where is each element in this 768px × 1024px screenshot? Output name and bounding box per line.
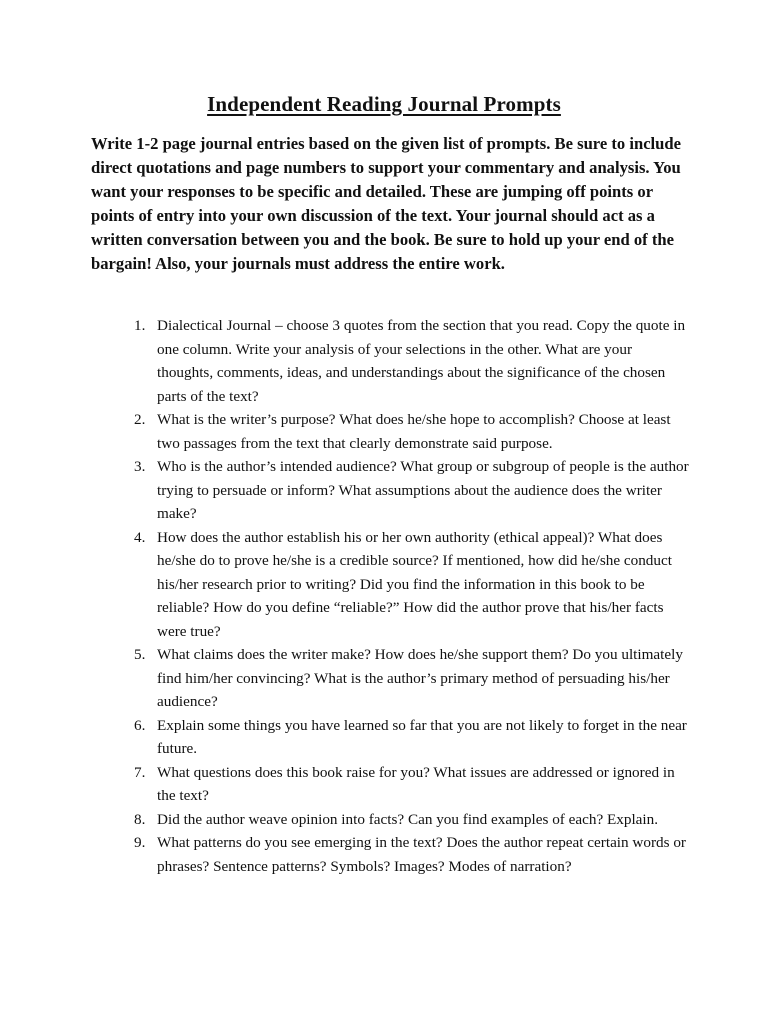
prompt-number: 7. — [134, 763, 146, 781]
prompt-number: 3. — [134, 458, 146, 475]
prompt-number: 4. — [134, 528, 146, 546]
prompt-text: Who is the author’s intended audience? What group or subgroup of people is the author trying to persuade or inform? What assumptions about the audience does the writer make? — [157, 458, 689, 522]
prompt-number: 9. — [134, 834, 146, 851]
prompt-text: What patterns do you see emerging in the text? Does the author repeat certain words or phrases? Sentence patterns? Symbols? Images? Modes of narration? — [157, 834, 686, 875]
prompt-text: Explain some things you have learned so far that you are not likely to forget in the near future. — [157, 716, 687, 757]
prompt-list — [120, 314, 690, 878]
list-item — [120, 455, 690, 526]
list-item — [120, 314, 690, 408]
prompt-number: 1. — [134, 317, 146, 334]
prompt-number: 5. — [134, 646, 146, 663]
prompt-number: 2. — [134, 411, 146, 428]
page-title: Independent Reading Journal Prompts — [207, 92, 561, 116]
prompt-text: How does the author establish his or her own authority (ethical appeal)? What does he/she do to prove he/she is a credible source? If mentioned, how did he/she conduct his/her research prior to writing? Did you find the information in this book to be reliable? How do you define “reliable?” How did the author prove that his/her facts were true? — [157, 528, 672, 640]
prompt-number: 6. — [134, 716, 146, 734]
list-item — [120, 761, 690, 808]
list-item — [120, 831, 690, 878]
list-item — [120, 714, 690, 761]
prompt-text: What is the writer’s purpose? What does he/she hope to accomplish? Choose at least two passages from the text that clearly demonstrate said purpose. — [157, 411, 671, 452]
intro-paragraph: Write 1-2 page journal entries based on the given list of prompts. Be sure to include direct quotations and page numbers to support your commentary and analysis. You want your responses to be specific and detailed. These are jumping off points or points of entry into your own discussion of the text. Your journal should act as a written conversation between you and the book. Be sure to hold up your end of the bargain! Also, your journals must address the entire work. — [91, 134, 681, 273]
prompt-number: 8. — [134, 810, 146, 828]
prompt-text: What questions does this book raise for you? What issues are addressed or ignored in the text? — [157, 763, 675, 804]
list-item — [120, 808, 690, 832]
list-item — [120, 408, 690, 455]
prompt-text: Dialectical Journal – choose 3 quotes from the section that you read. Copy the quote in one column. Write your analysis of your selections in the other. What are your thoughts, comments, ideas, and understandings about the significance of the chosen parts of the text? — [157, 317, 686, 405]
list-item — [120, 643, 690, 714]
prompt-text: Did the author weave opinion into facts? Can you find examples of each? Explain. — [157, 810, 659, 828]
list-item — [120, 526, 690, 644]
prompt-text: What claims does the writer make? How does he/she support them? Do you ultimately find him/her convincing? What is the author’s primary method of persuading his/her audience? — [157, 646, 683, 710]
